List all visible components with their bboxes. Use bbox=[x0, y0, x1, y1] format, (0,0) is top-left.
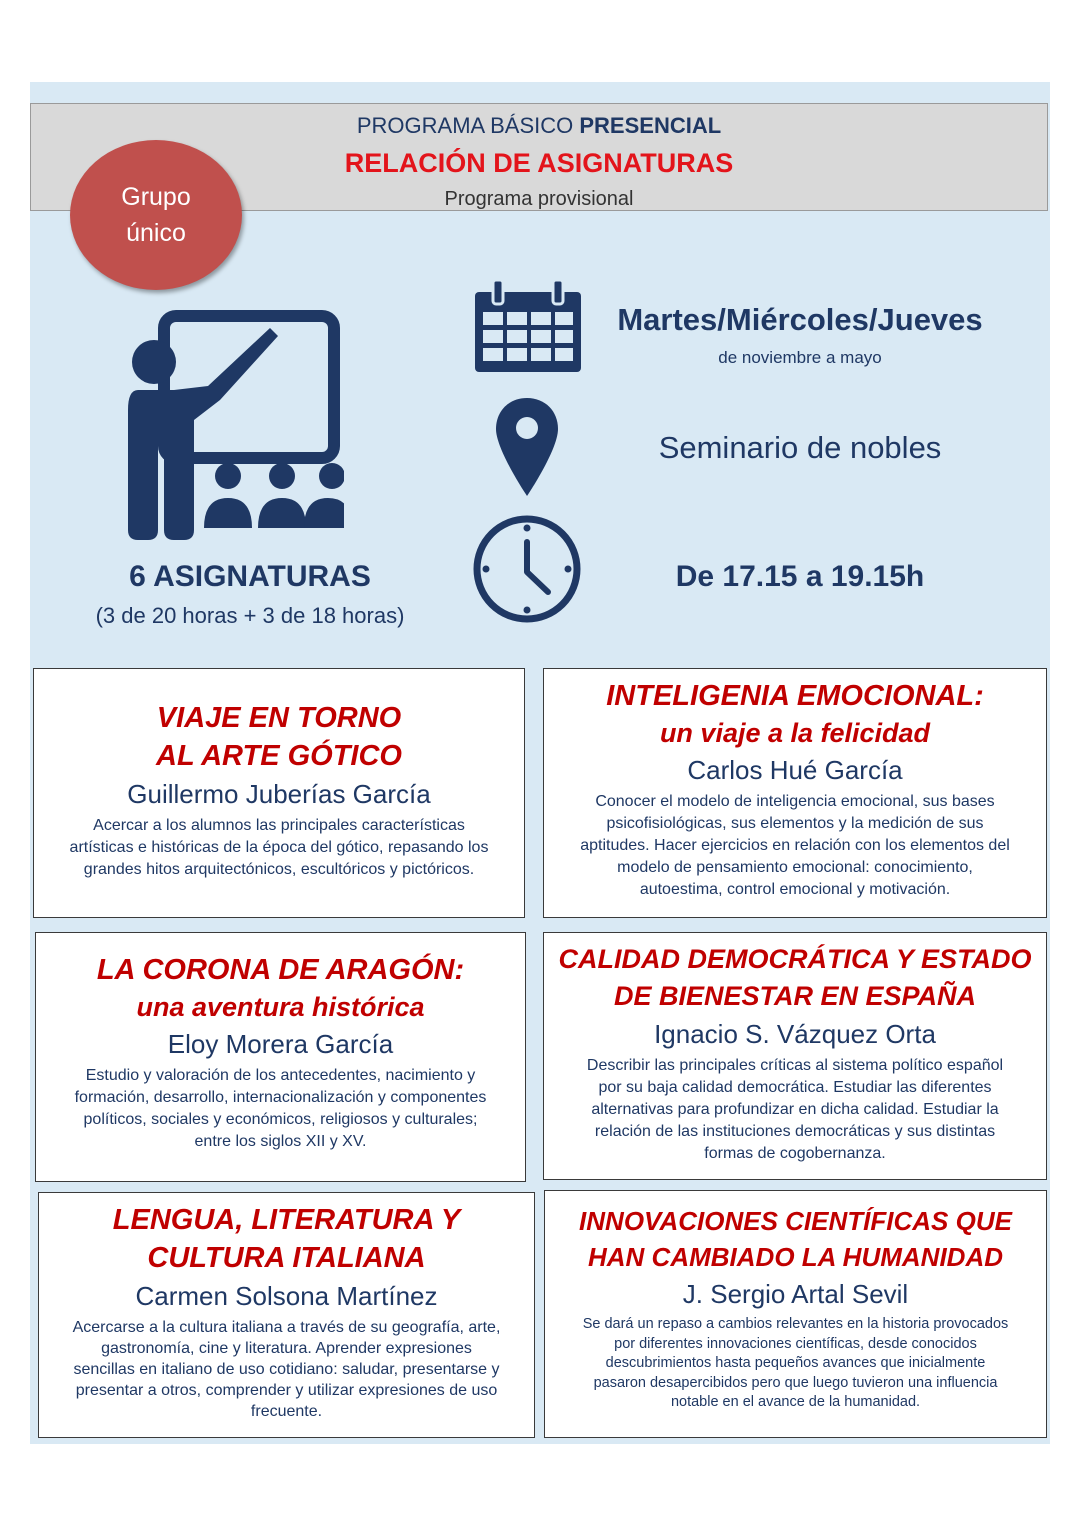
course-teacher: Carlos Hué García bbox=[687, 755, 903, 785]
course-description bbox=[558, 1055, 1032, 1165]
group-badge-line1: Grupo bbox=[121, 183, 191, 211]
description-line: sencillas en italiano de uso cotidiano: saludar, presentarse y bbox=[73, 1361, 500, 1378]
group-badge-line2: único bbox=[126, 219, 186, 247]
description-line: políticos, sociales y económicos, religiosos y culturales; bbox=[83, 1111, 478, 1128]
course-card-emotional-intelligence bbox=[543, 668, 1047, 918]
course-card-gothic-art bbox=[33, 668, 525, 918]
description-line: relación de las instituciones democráticas y sus distintas bbox=[594, 1123, 996, 1140]
course-subtitle: una aventura histórica bbox=[136, 992, 425, 1022]
course-card-italian-culture bbox=[38, 1192, 535, 1438]
course-description bbox=[53, 1317, 520, 1422]
course-teacher: J. Sergio Artal Sevil bbox=[682, 1279, 909, 1309]
course-title: HAN CAMBIADO LA HUMANIDAD bbox=[588, 1242, 1003, 1272]
description-line: Se dará un repaso a cambios relevantes en la historia provocados bbox=[582, 1316, 1009, 1332]
description-line: artísticas e históricas de la época del gótico, repasando los bbox=[69, 839, 489, 856]
description-line: frecuente. bbox=[250, 1403, 323, 1420]
description-line: Describir las principales críticas al sistema político español bbox=[586, 1057, 1004, 1074]
description-line: psicofisiológicas, sus elementos y la medición de sus bbox=[606, 815, 984, 832]
venue: Seminario de nobles bbox=[658, 430, 942, 465]
description-line: grandes hitos arquitectónicos, escultóricos y pictóricos. bbox=[83, 861, 475, 878]
description-line: aptitudes. Hacer ejercicios en relación con los elementos del bbox=[580, 837, 1010, 854]
description-line: gastronomía, cine y literatura. Aprender expresiones bbox=[101, 1340, 472, 1357]
schedule-hours: De 17.15 a 19.15h bbox=[675, 560, 925, 593]
course-title: INTELIGENIA EMOCIONAL: bbox=[606, 680, 984, 712]
description-line: formación, desarrollo, internacionalización y componentes bbox=[74, 1089, 487, 1106]
description-line: por diferentes innovaciones científicas, desde conocidos bbox=[614, 1335, 977, 1352]
course-subtitle: un viaje a la felicidad bbox=[659, 718, 931, 748]
description-line: Conocer el modelo de inteligencia emocional, sus bases bbox=[595, 793, 995, 810]
description-line: entre los siglos XII y XV. bbox=[194, 1133, 367, 1150]
description-line: modelo de pensamiento emocional: conocimiento, bbox=[617, 859, 973, 876]
course-teacher: Carmen Solsona Martínez bbox=[135, 1281, 438, 1311]
teacher-presentation-icon bbox=[108, 310, 344, 542]
description-line: pasaron desapercibidos pero que luego tuvieron una influencia bbox=[593, 1374, 998, 1391]
course-description bbox=[48, 815, 510, 881]
course-description bbox=[558, 791, 1032, 901]
course-description bbox=[50, 1065, 511, 1153]
course-card-democratic-quality bbox=[543, 932, 1047, 1180]
course-title: LA CORONA DE ARAGÓN: bbox=[96, 954, 465, 986]
schedule-months: de noviembre a mayo bbox=[718, 348, 882, 367]
description-line: Estudio y valoración de los antecedentes, nacimiento y bbox=[85, 1067, 476, 1084]
description-line: por su baja calidad democrática. Estudiar las diferentes bbox=[598, 1079, 992, 1096]
course-title: CULTURA ITALIANA bbox=[147, 1242, 426, 1274]
description-line: alternativas para profundizar en dicha calidad. Estudiar la bbox=[591, 1101, 999, 1118]
course-teacher: Ignacio S. Vázquez Orta bbox=[654, 1019, 936, 1049]
course-title: LENGUA, LITERATURA Y bbox=[112, 1204, 461, 1236]
course-count-detail: (3 de 20 horas + 3 de 18 horas) bbox=[95, 603, 405, 628]
course-title: INNOVACIONES CIENTÍFICAS QUE bbox=[579, 1206, 1012, 1236]
description-line: descubrimientos hasta pequeños avances que inicialmente bbox=[605, 1355, 986, 1371]
description-line: presentar a otros, comprender y utilizar expresiones de uso bbox=[75, 1382, 498, 1399]
course-teacher: Eloy Morera García bbox=[167, 1029, 394, 1059]
course-title: DE BIENESTAR EN ESPAÑA bbox=[613, 981, 977, 1011]
page-title: RELACIÓN DE ASIGNATURAS bbox=[344, 148, 734, 178]
group-badge bbox=[70, 140, 242, 290]
description-line: Acercarse a la cultura italiana a través de su geografía, arte, bbox=[72, 1319, 501, 1336]
course-description bbox=[559, 1315, 1032, 1413]
course-card-scientific-innovations bbox=[544, 1190, 1047, 1438]
course-title: CALIDAD DEMOCRÁTICA Y ESTADO bbox=[558, 944, 1032, 974]
location-pin-icon bbox=[496, 398, 558, 496]
course-title: AL ARTE GÓTICO bbox=[156, 740, 402, 772]
page-subtitle: Programa provisional bbox=[444, 188, 634, 210]
schedule-days: Martes/Miércoles/Jueves bbox=[617, 302, 983, 337]
description-line: formas de cogobernanza. bbox=[704, 1145, 886, 1162]
description-line: autoestima, control emocional y motivación. bbox=[639, 881, 951, 898]
course-title: VIAJE EN TORNO bbox=[156, 702, 402, 734]
description-line: Acercar a los alumnos las principales características bbox=[93, 817, 465, 834]
course-teacher: Guillermo Juberías García bbox=[127, 779, 431, 809]
description-line: notable en el avance de la humanidad. bbox=[670, 1394, 921, 1410]
course-count: 6 ASIGNATURAS bbox=[129, 560, 371, 593]
program-type-line: PROGRAMA BÁSICO PRESENCIAL bbox=[356, 113, 722, 138]
course-card-crown-of-aragon bbox=[35, 932, 526, 1182]
